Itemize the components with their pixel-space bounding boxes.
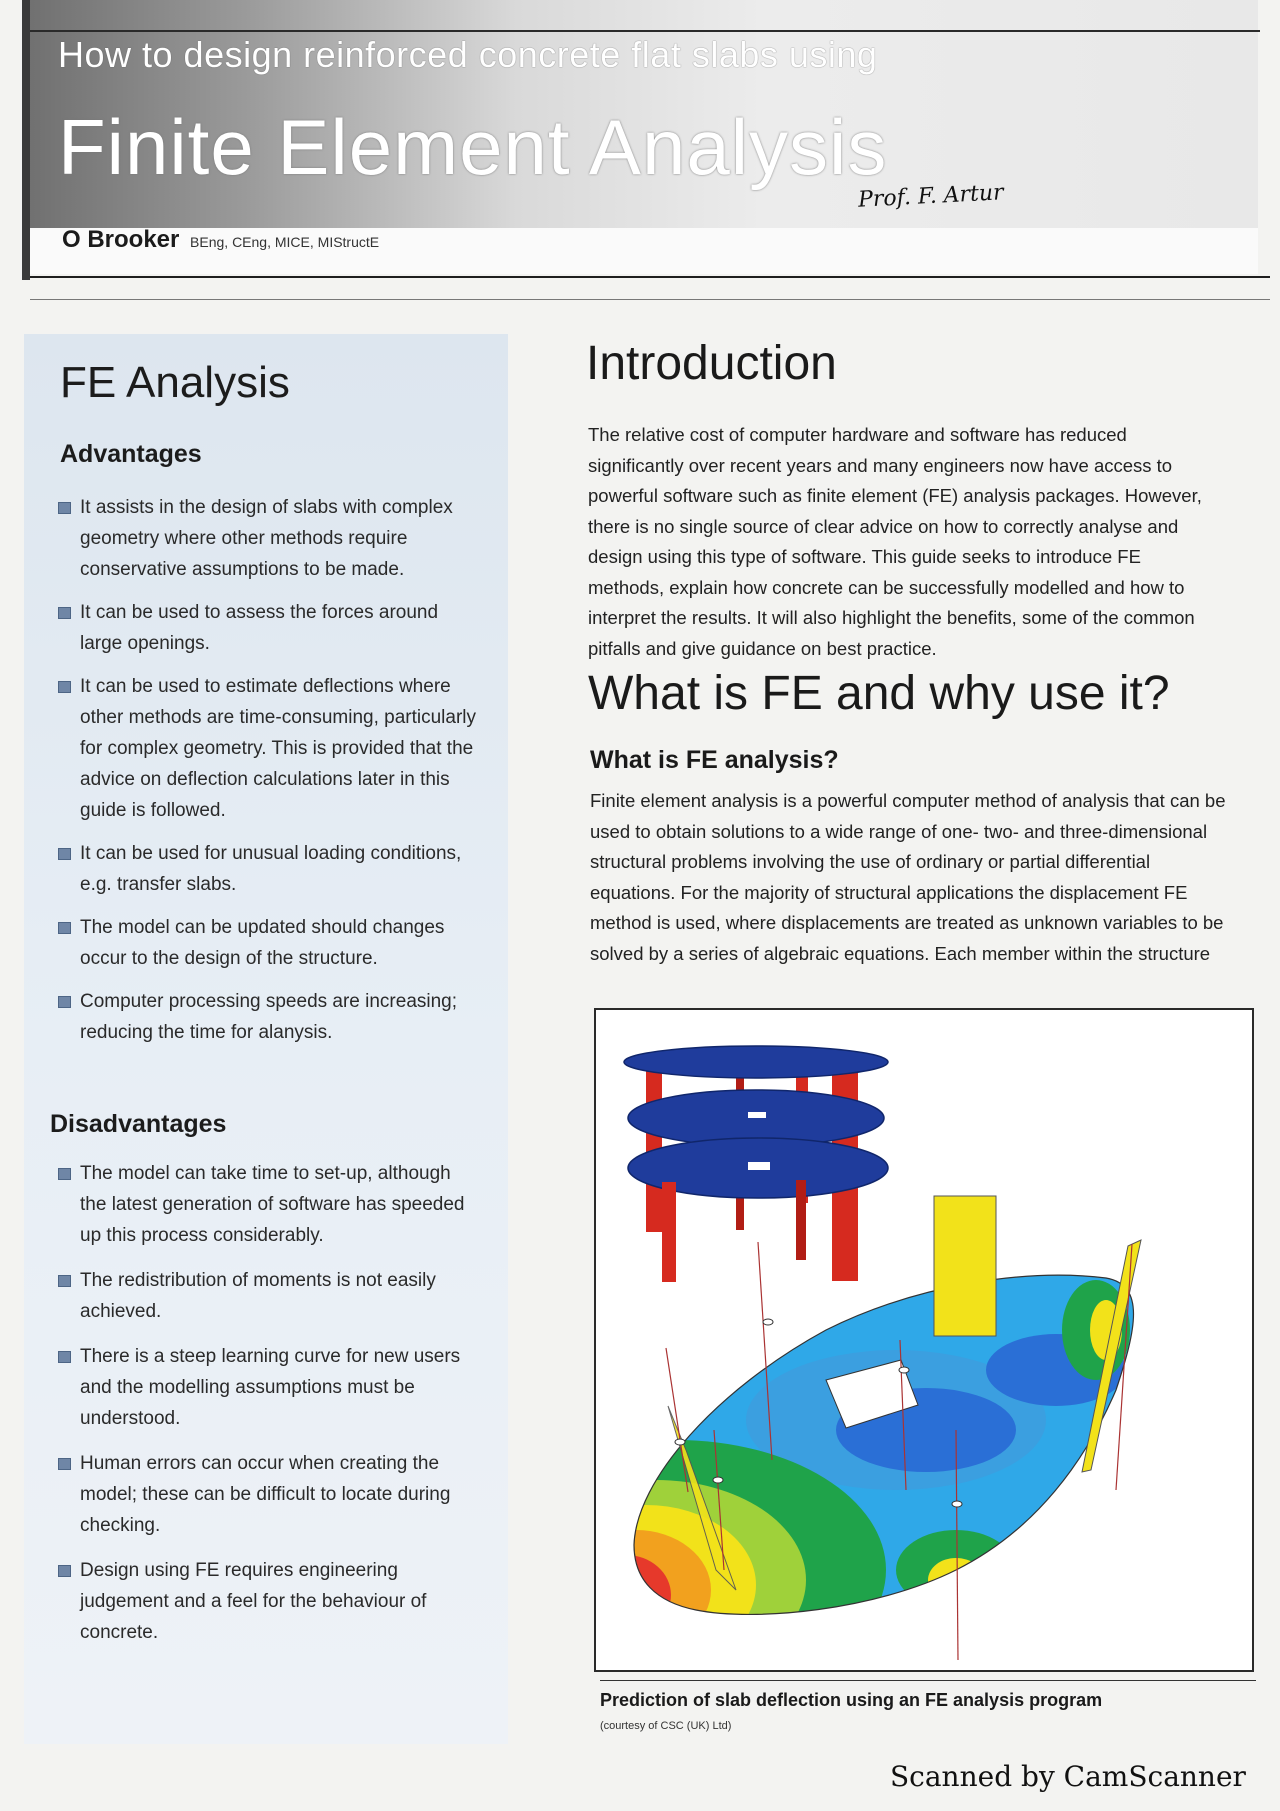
- handwritten-note: Prof. F. Artur: [857, 180, 1005, 213]
- what-is-fe-heading: What is FE and why use it?: [588, 667, 1170, 720]
- bullet-icon: [58, 1565, 71, 1577]
- list-item: It assists in the design of slabs with complex geometry where other methods require conservative assumptions to be made.: [58, 492, 476, 585]
- advantages-list: [58, 492, 476, 1048]
- disadvantages-heading: Disadvantages: [50, 1110, 227, 1138]
- bullet-icon: [58, 1168, 71, 1180]
- author-line: [62, 226, 379, 254]
- column-node: [675, 1439, 685, 1445]
- column-node: [899, 1367, 909, 1373]
- author-credentials: BEng, CEng, MICE, MIStructE: [190, 234, 380, 250]
- bullet-icon: [58, 502, 71, 514]
- caption-rule: [600, 1680, 1256, 1681]
- introduction-heading: Introduction: [586, 337, 837, 390]
- introduction-paragraph: The relative cost of computer hardware and software has reduced significantly over recent years and many engineers now have access to powerful software such as finite element (FE) analysis packages. However, there is no single source of clear advice on how to correctly analyse and design using this type of software. This guide seeks to introduce FE methods, explain how concrete can be successfully modelled and how to interpret the results. It will also highlight the benefits, some of the common pitfalls and give guidance on best practice.: [588, 424, 1202, 659]
- column-node: [713, 1477, 723, 1483]
- bullet-icon: [58, 607, 71, 619]
- header-divider: [30, 276, 1270, 278]
- figure-caption: Prediction of slab deflection using an FE analysis program: [600, 1690, 1103, 1710]
- column-node: [763, 1319, 773, 1325]
- column: [796, 1180, 806, 1260]
- header-divider-secondary: [30, 299, 1270, 300]
- column: [662, 1182, 676, 1282]
- column: [646, 1062, 662, 1232]
- list-item: Computer processing speeds are increasing; reducing the time for alanysis.: [58, 986, 476, 1048]
- slab: [624, 1046, 888, 1078]
- bullet-icon: [58, 848, 71, 860]
- list-item: The model can be updated should changes occur to the design of the structure.: [58, 912, 476, 974]
- bullet-icon: [58, 922, 71, 934]
- advantages-heading: Advantages: [60, 440, 202, 468]
- list-item: It can be used for unusual loading conditions, e.g. transfer slabs.: [58, 838, 476, 900]
- list-item: Design using FE requires engineering judgement and a feel for the behaviour of concrete.: [58, 1555, 476, 1648]
- document-subtitle: How to design reinforced concrete flat slabs using: [58, 34, 878, 75]
- bullet-icon: [58, 1351, 71, 1363]
- list-item: There is a steep learning curve for new users and the modelling assumptions must be understood.: [58, 1341, 476, 1434]
- contour-band: [928, 1558, 984, 1602]
- disadvantages-list: [58, 1158, 476, 1648]
- bullet-icon: [58, 1458, 71, 1470]
- bullet-icon: [58, 1275, 71, 1287]
- list-item: Human errors can occur when creating the model; these can be difficult to locate during checking.: [58, 1448, 476, 1541]
- bullet-icon: [58, 681, 71, 693]
- what-is-fe-analysis-paragraph: Finite element analysis is a powerful computer method of analysis that can be used to obtain solutions to a wide range of one- two- and three-dimensional structural problems involving the use of ordinary or partial differential equations. For the majority of structural applications the displacement FE method is used, where displacements are treated as unknown variables to be solved by a series of algebraic equations. Each member within the structure: [590, 790, 1226, 964]
- author-name: O Brooker: [62, 226, 180, 253]
- list-item: It can be used to assess the forces around large openings.: [58, 597, 476, 659]
- banner-top-rule: [30, 30, 1260, 32]
- sidebar-heading: FE Analysis: [60, 358, 290, 407]
- bullet-icon: [58, 996, 71, 1008]
- list-item: It can be used to estimate deflections where other methods are time-consuming, particularly for complex geometry. This is provided that the advice on deflection calculations later in this guide is followed.: [58, 671, 476, 826]
- figure-credit: (courtesy of CSC (UK) Ltd): [600, 1720, 732, 1732]
- document-title: Finite Element Analysis: [58, 103, 888, 191]
- deflection-contour-slab: [596, 1210, 1252, 1670]
- scanner-watermark: Scanned by CamScanner: [890, 1760, 1246, 1793]
- list-item: The model can take time to set-up, although the latest generation of software has speeded up this process considerably.: [58, 1158, 476, 1251]
- multi-storey-model: [624, 1046, 888, 1282]
- fe-deflection-figure: [594, 1008, 1254, 1672]
- contour-band: [748, 1312, 804, 1344]
- column-node: [952, 1501, 962, 1507]
- fe-model-illustration: [596, 1010, 1252, 1670]
- banner-edge: [22, 0, 30, 280]
- what-is-fe-analysis-subheading: What is FE analysis?: [590, 746, 839, 774]
- core-wall: [934, 1196, 996, 1336]
- slab-opening: [748, 1162, 770, 1170]
- list-item: The redistribution of moments is not easily achieved.: [58, 1265, 476, 1327]
- slab-opening: [748, 1112, 766, 1118]
